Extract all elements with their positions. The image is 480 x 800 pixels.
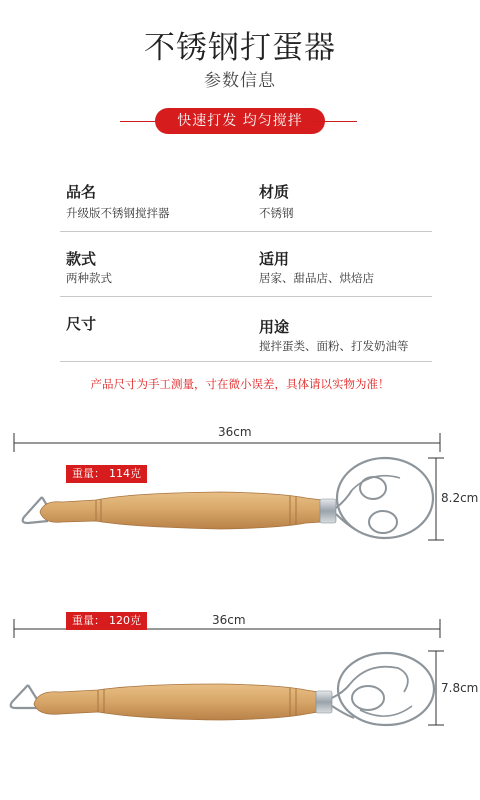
length-label-2: 36cm	[212, 613, 246, 627]
measurement-notice: 产品尺寸为手工测量，寸在微小误差，具体请以实物为准！	[90, 377, 390, 391]
spec-label-name: 品名	[66, 183, 97, 201]
height-label-2: 7.8cm	[441, 681, 479, 695]
weight-badge-2	[66, 612, 147, 630]
page-title: 不锈钢打蛋器	[144, 30, 336, 66]
spec-value-material: 不锈钢	[259, 206, 294, 220]
feature-banner: 快速打发 均匀搅拌	[155, 108, 325, 134]
page-subtitle: 参数信息	[204, 71, 276, 91]
spec-label-style: 款式	[66, 250, 97, 268]
spec-value-name: 升级版不锈钢搅拌器	[66, 206, 170, 220]
whisk-image-2	[11, 653, 434, 725]
weight-label: 重量：	[66, 465, 109, 483]
spec-label-purpose: 用途	[259, 318, 290, 336]
length-label-1: 36cm	[218, 425, 252, 439]
weight-badge-1	[66, 465, 147, 483]
spec-value-style: 两种款式	[66, 271, 112, 285]
spec-label-size: 尺寸	[66, 315, 97, 333]
weight-value: 120克	[109, 612, 147, 630]
spec-value-usage-place: 居家、甜品店、烘焙店	[259, 271, 374, 285]
spec-label-usage-place: 适用	[259, 250, 290, 268]
weight-label: 重量：	[66, 612, 109, 630]
spec-value-purpose: 搅拌蛋类、面粉、打发奶油等	[259, 339, 409, 353]
weight-value: 114克	[109, 465, 147, 483]
height-label-1: 8.2cm	[441, 491, 479, 505]
spec-label-material: 材质	[259, 183, 290, 201]
